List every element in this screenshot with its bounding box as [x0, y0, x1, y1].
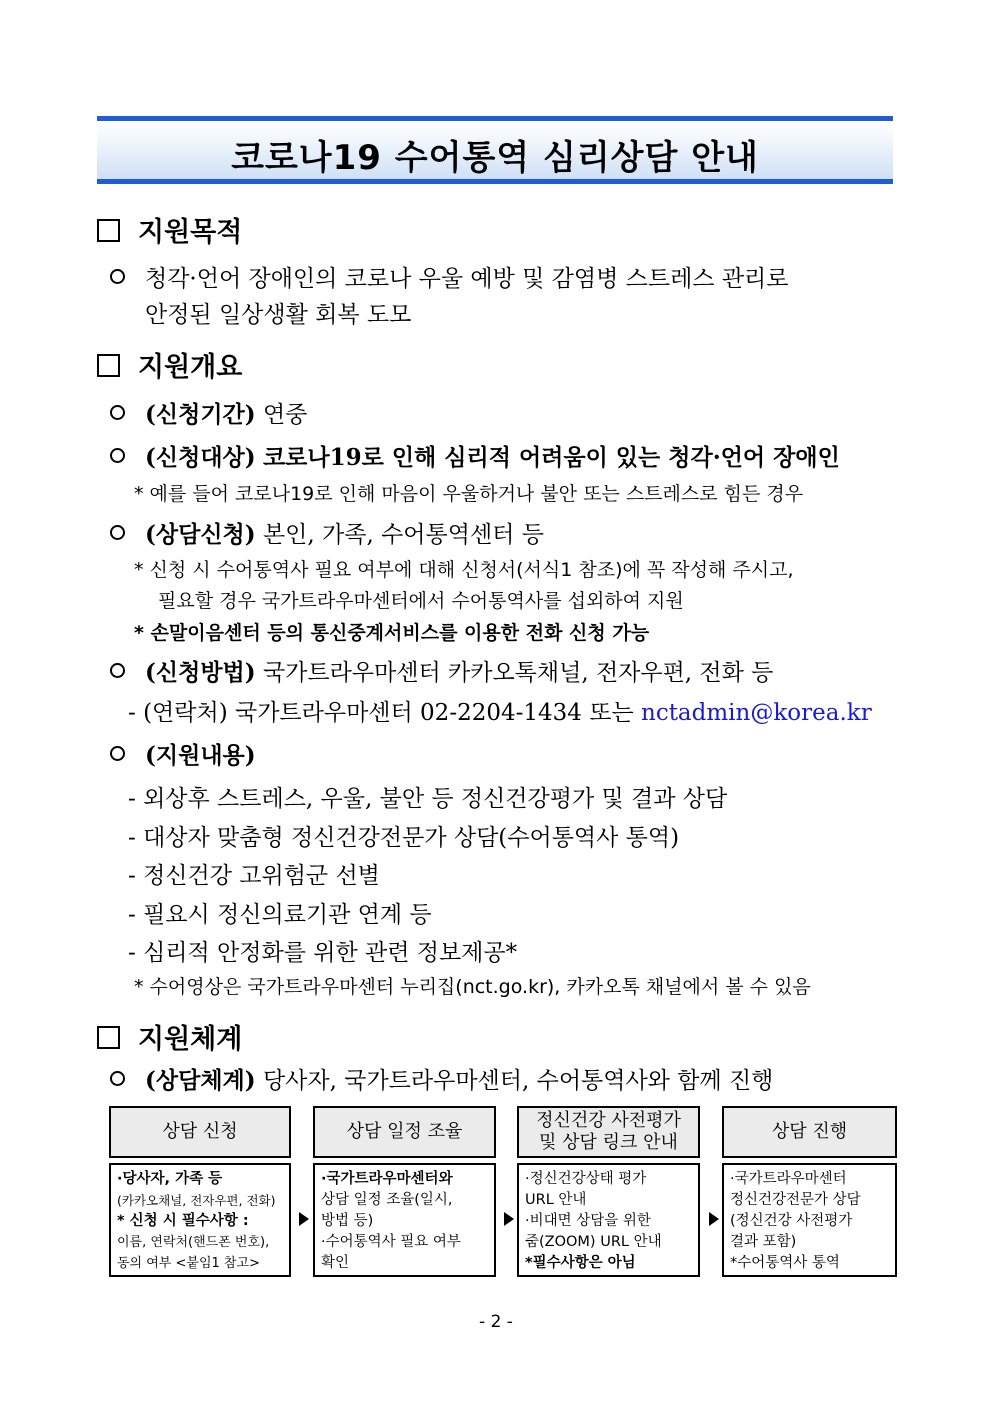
- flow-step-header: 상담 신청: [109, 1106, 291, 1158]
- overview-target-note: * 예를 들어 코로나19로 인해 마음이 우울하거나 불안 또는 스트레스로 힘든 경우: [134, 483, 804, 505]
- flow-step-details: ·국가트라우마센터와 상담 일정 조율(일시, 방법 등) ·수어통역사 필요 여부 확인: [313, 1163, 496, 1277]
- circle-bullet-icon: [110, 746, 125, 761]
- circle-bullet-icon: [110, 405, 125, 420]
- square-bullet-icon: [97, 1026, 120, 1049]
- overview-contact: - (연락처) 국가트라우마센터 02-2204-1434 또는 nctadmin@korea.kr: [128, 700, 872, 726]
- title-banner: [97, 116, 893, 184]
- overview-content: (지원내용): [110, 737, 256, 770]
- page-title: 코로나19 수어통역 심리상담 안내: [231, 138, 759, 178]
- arrow-right-icon: [299, 1212, 309, 1226]
- circle-bullet-icon: [110, 525, 125, 540]
- section-heading-overview: 지원개요: [97, 345, 242, 384]
- contact-email-link[interactable]: nctadmin@korea.kr: [641, 700, 872, 726]
- content-item: - 외상후 스트레스, 우울, 불안 등 정신건강평가 및 결과 상담: [128, 786, 728, 812]
- arrow-right-icon: [504, 1212, 514, 1226]
- circle-bullet-icon: [110, 1071, 125, 1086]
- circle-bullet-icon: [110, 448, 125, 463]
- flow-step-details: ·당사자, 가족 등 (카카오채널, 전자우편, 전화) * 신청 시 필수사항 : 이름, 연락처(핸드폰 번호), 동의 여부 <붙임1 참고>: [109, 1163, 291, 1277]
- page-number: - 2 -: [479, 1312, 513, 1332]
- system-flow: (상담체계) 당사자, 국가트라우마센터, 수어통역사와 함께 진행: [110, 1062, 773, 1095]
- purpose-line-1: 청각·언어 장애인의 코로나 우울 예방 및 감염병 스트레스 관리로: [110, 260, 788, 293]
- content-item: - 대상자 맞춤형 정신건강전문가 상담(수어통역사 통역): [128, 825, 680, 851]
- flow-step-header: 정신건강 사전평가 및 상담 링크 안내: [517, 1106, 700, 1158]
- circle-bullet-icon: [110, 663, 125, 678]
- flow-step-header: 상담 일정 조율: [313, 1106, 496, 1158]
- overview-apply: (상담신청) 본인, 가족, 수어통역센터 등: [110, 516, 544, 549]
- overview-apply-note-1: * 신청 시 수어통역사 필요 여부에 대해 신청서(서식1 참조)에 꼭 작성해 주시고,: [134, 559, 794, 581]
- section-heading-system: 지원체계: [97, 1017, 242, 1056]
- circle-bullet-icon: [110, 269, 125, 284]
- overview-method: (신청방법) 국가트라우마센터 카카오톡채널, 전자우편, 전화 등: [110, 654, 773, 687]
- overview-period: (신청기간) 연중: [110, 396, 307, 429]
- section-heading-purpose: 지원목적: [97, 210, 242, 249]
- content-note: * 수어영상은 국가트라우마센터 누리집(nct.go.kr), 카카오톡 채널에서 볼 수 있음: [134, 976, 811, 998]
- overview-apply-note-3: * 손말이음센터 등의 통신중계서비스를 이용한 전화 신청 가능: [134, 622, 650, 644]
- square-bullet-icon: [97, 354, 120, 377]
- square-bullet-icon: [97, 219, 120, 242]
- flow-step-details: ·국가트라우마센터 정신건강전문가 상담 (정신건강 사전평가 결과 포함) *수어통역사 통역: [722, 1163, 897, 1277]
- overview-target: (신청대상) 코로나19로 인해 심리적 어려움이 있는 청각·언어 장애인: [110, 439, 840, 472]
- content-item: - 정신건강 고위험군 선별: [128, 863, 380, 889]
- flow-step-details: ·정신건강상태 평가 URL 안내 ·비대면 상담을 위한 줌(ZOOM) URL 안내 *필수사항은 아님: [517, 1163, 700, 1277]
- content-item: - 심리적 안정화를 위한 관련 정보제공*: [128, 940, 518, 966]
- content-item: - 필요시 정신의료기관 연계 등: [128, 902, 432, 928]
- flow-step-header: 상담 진행: [722, 1106, 897, 1158]
- purpose-line-2: 안정된 일상생활 회복 도모: [145, 302, 412, 328]
- arrow-right-icon: [709, 1212, 719, 1226]
- overview-apply-note-2: 필요할 경우 국가트라우마센터에서 수어통역사를 섭외하여 지원: [158, 590, 684, 612]
